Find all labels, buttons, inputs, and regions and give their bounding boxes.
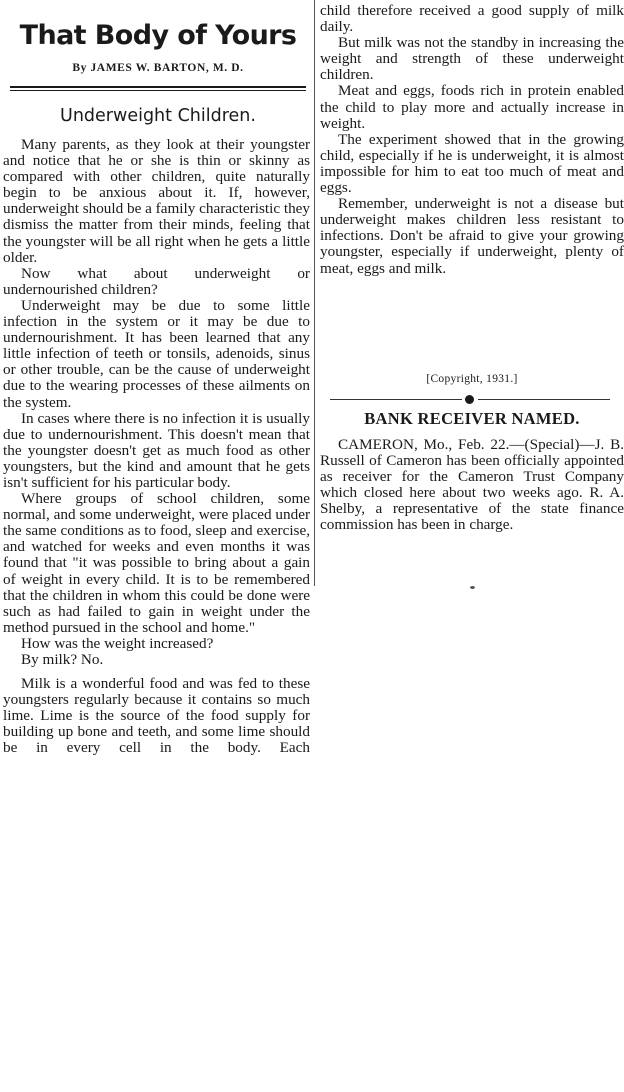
paragraph: Now what about underweight or undernourished children? — [3, 264, 310, 298]
paragraph: Remember, underweight is not a disease but underweight makes children less resistant to infections. Don't be afraid to give your growing youngster, especially if underweight, plenty of meat, eggs and milk. — [320, 195, 624, 277]
title-rule-thin — [10, 90, 306, 91]
column-title: That Body of Yours — [19, 20, 297, 51]
paragraph: The experiment showed that in the growing child, especially if he is underweight, it is almost impossible for him to eat too much of meat and eggs. — [320, 130, 624, 197]
news-headline: BANK RECEIVER NAMED. — [364, 409, 580, 428]
paragraph: But milk was not the standby in increasing the weight and strength of these underweight children. — [320, 34, 624, 84]
paragraph: In cases where there is no infection it is usually due to undernourishment. This doesn't mean that the youngster doesn't get as much food as other youngsters, but the kind and amount that he gets isn't sufficient for his particular body. — [3, 409, 310, 491]
separator-line — [478, 399, 610, 400]
end-mark — [470, 586, 475, 589]
paragraph: How was the weight increased? — [21, 634, 214, 652]
separator-dot — [465, 395, 474, 404]
subheading: Underweight Children. — [60, 106, 256, 126]
paragraph: Where groups of school children, some normal, and some underweight, were placed under the same conditions as to food, sleep and exercise, and watched for weeks and even months it was found that "it was possible to bring about a gain of weight in every child. It is to be remembered that the children in whom this could be done were such as had failed to gain in weight under the method pursued in the school and home." — [3, 490, 311, 636]
title-rule-thick — [10, 86, 306, 88]
news-article — [320, 437, 624, 534]
paragraph: child therefore received a good supply of milk daily. — [320, 2, 624, 36]
paragraph: Meat and eggs, foods rich in protein enabled the child to play more and actually increase in weight. — [320, 82, 624, 132]
paragraph: Many parents, as they look at their youngster and notice that he or she is thin or skinny as compared with other children, quite naturally begin to be anxious about it. If, however, underweight should be a family characteristic they dismiss the matter from their minds, feeling that the youngster will be all right when he gets a little older. — [3, 136, 311, 266]
copyright-notice: [Copyright, 1931.] — [426, 373, 518, 385]
paragraph: Milk is a wonderful food and was fed to these youngsters regularly because it contains so much lime. Lime is the source of the food supply for building up bone and teeth, and some lime should be in every cell in the body. Each — [3, 675, 310, 757]
separator-line — [330, 399, 462, 400]
column-divider — [314, 0, 315, 586]
byline: By JAMES W. BARTON, M. D. — [72, 62, 244, 74]
paragraph: CAMERON, Mo., Feb. 22.—(Special)—J. B. Russell of Cameron has been officially appointed as receiver for the Cameron Trust Company which closed here about two weeks ago. R. A. Shelby, a representative of the state finance commission has been in charge. — [320, 436, 624, 534]
left-column — [3, 137, 310, 757]
right-column — [320, 3, 624, 277]
paragraph: By milk? No. — [21, 651, 104, 668]
paragraph: Underweight may be due to some little infection in the system or it may be due to undernourishment. It has been learned that any little infection of teeth or tonsils, adenoids, sinus or other trouble, can be the cause of underweight due to the wearing processes of these ailments on the system. — [3, 296, 310, 411]
